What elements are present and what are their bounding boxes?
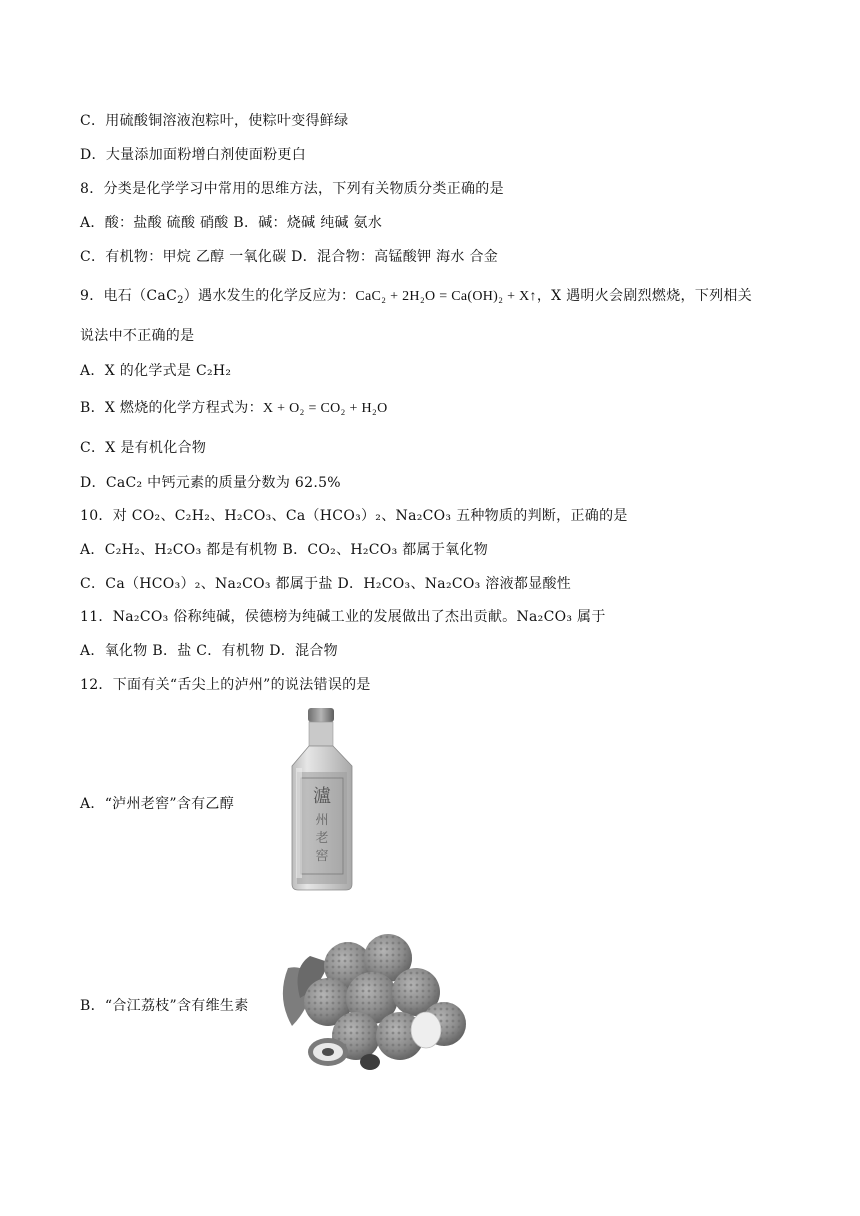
svg-text:窖: 窖	[315, 849, 329, 864]
svg-text:瀘: 瀘	[313, 786, 331, 807]
question-8: 8．分类是化学学习中常用的思维方法，下列有关物质分类正确的是	[80, 181, 504, 197]
q10-options-cd: C．Ca（HCO₃）₂、Na₂CO₃ 都属于盐 D．H₂CO₃、Na₂CO₃ 溶液都显酸性	[80, 576, 572, 592]
q9-option-c: C．X 是有机化合物	[80, 440, 207, 456]
question-12: 12．下面有关“舌尖上的泸州”的说法错误的是	[80, 677, 371, 693]
option-c-prev: C．用硫酸铜溶液泡粽叶，使粽叶变得鲜绿	[80, 113, 349, 129]
q10-options-ab: A．C₂H₂、H₂CO₃ 都是有机物 B．CO₂、H₂CO₃ 都属于氧化物	[80, 542, 489, 558]
q9b-equation: X + O₂ = CO₂ + H₂O	[262, 401, 388, 416]
q9-text-pre: 9．电石（CaC	[80, 288, 178, 304]
q12-option-a: A．“泸州老窖”含有乙醇	[80, 796, 235, 812]
q9-equation: CaC₂ + 2H₂O = Ca(OH)₂ + X↑	[355, 289, 537, 304]
q8-options-ab: A．酸：盐酸 硫酸 硝酸 B．碱：烧碱 纯碱 氨水	[80, 215, 383, 231]
q9-option-d: D．CaC₂ 中钙元素的质量分数为 62.5%	[80, 475, 341, 491]
q9-continuation: 说法中不正确的是	[80, 328, 195, 344]
lychee-fruit-image	[270, 928, 470, 1084]
question-10: 10．对 CO₂、C₂H₂、H₂CO₃、Ca（HCO₃）₂、Na₂CO₃ 五种物质的判断，正确的是	[80, 508, 628, 524]
q9-text-mid: ）遇水发生的化学反应为：	[183, 288, 356, 304]
baijiu-bottle-image	[282, 706, 362, 896]
q9-text-post: ，X 遇明火会剧烈燃烧，下列相关	[536, 288, 753, 304]
q8-options-cd: C．有机物：甲烷 乙醇 一氧化碳 D．混合物：高锰酸钾 海水 合金	[80, 249, 499, 265]
question-11: 11．Na₂CO₃ 俗称纯碱，侯德榜为纯碱工业的发展做出了杰出贡献。Na₂CO₃ 属于	[80, 609, 606, 625]
q9-option-b	[80, 398, 388, 419]
svg-text:老: 老	[315, 831, 329, 846]
svg-text:州: 州	[315, 813, 329, 828]
q12-option-b: B．“合江荔枝”含有维生素	[80, 998, 249, 1014]
q11-options: A．氧化物 B．盐 C．有机物 D．混合物	[80, 643, 338, 659]
q9-option-a: A．X 的化学式是 C₂H₂	[80, 363, 232, 379]
option-d-prev: D．大量添加面粉增白剂使面粉更白	[80, 147, 307, 163]
question-9: 9．电石（CaC$_2$）遇水发生的化学反应为：CaC₂ + 2H₂O = Ca(OH)₂ + X↑，X 遇明火会剧烈燃烧，下列相关	[80, 288, 753, 306]
q9b-text: B．X 燃烧的化学方程式为：	[80, 400, 263, 416]
